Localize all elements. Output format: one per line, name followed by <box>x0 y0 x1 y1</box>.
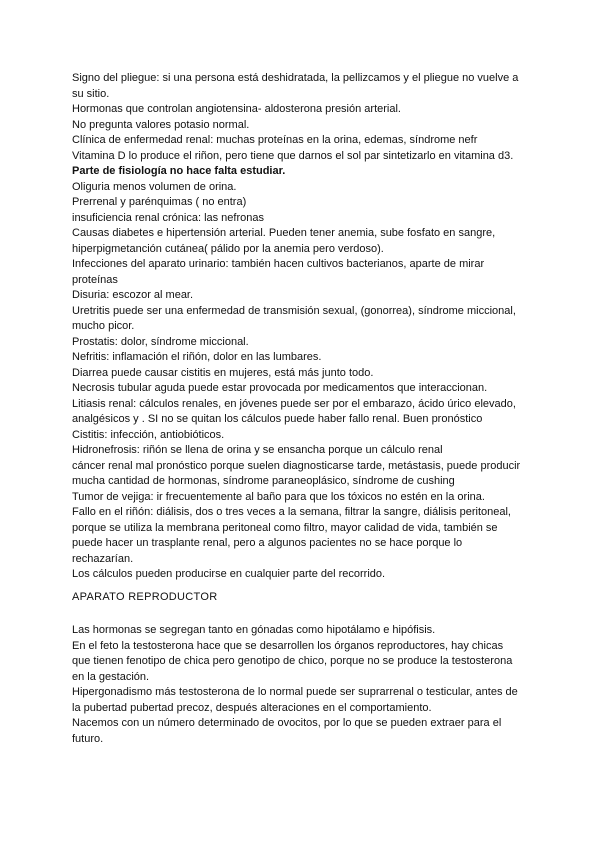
text-line: hiperpigmetanción cutánea( pálido por la anemia pero verdoso). <box>72 242 384 255</box>
text-line: que tienen fenotipo de chica pero genotipo de chico, porque no se produce la testosterona <box>72 655 513 667</box>
section-heading-aparato-reproductor: APARATO REPRODUCTOR <box>72 590 218 603</box>
text-line: Hormonas que controlan angiotensina- aldosterona presión arterial. <box>72 103 401 115</box>
text-line: Hidronefrosis: riñón se llena de orina y se ensancha porque un cálculo renal <box>72 444 443 456</box>
text-line: Nefritis: inflamación el riñón, dolor en las lumbares. <box>72 351 322 363</box>
text-line: futuro. <box>72 732 104 745</box>
text-line: cáncer renal mal pronóstico porque suelen diagnosticarse tarde, metástasis, puede producir <box>72 459 521 472</box>
text-line: Las hormonas se segregan tanto en gónadas como hipotálamo e hipófisis. <box>72 624 436 636</box>
text-line: En el feto la testosterona hace que se desarrollen los órganos reproductores, hay chicas <box>72 639 504 652</box>
text-line: Causas diabetes e hipertensión arterial. Pueden tener anemia, sube fosfato en sangre, <box>72 227 496 239</box>
text-line: Signo del pliegue: si una persona está deshidratada, la pellizcamos y el pliegue no vuelve a <box>72 72 519 84</box>
text-line: Hipergonadismo más testosterona de lo normal puede ser suprarrenal o testicular, antes de <box>72 686 518 698</box>
text-line: mucha cantidad de hormonas, síndrome paraneoplásico, síndrome de cushing <box>72 475 455 487</box>
text-line: Cistitis: infección, antiobióticos. <box>72 428 225 441</box>
text-line: Necrosis tubular aguda puede estar provocada por medicamentos que interaccionan. <box>72 382 488 394</box>
text-line: proteínas <box>72 273 118 286</box>
text-line: Infecciones del aparato urinario: también hacen cultivos bacterianos, aparte de mirar <box>72 258 485 270</box>
text-line: porque se utiliza la membrana peritoneal como filtro, mayor calidad de vida, también se <box>72 521 498 534</box>
text-line: Oliguria menos volumen de orina. <box>72 180 237 193</box>
text-line: insuficiencia renal crónica: las nefronas <box>72 211 264 224</box>
text-line: Uretritis puede ser una enfermedad de transmisión sexual, (gonorrea), síndrome miccional, <box>72 304 516 317</box>
text-line: analgésicos y . SI no se quitan los cálculos puede haber fallo renal. Buen pronóstico <box>72 413 483 425</box>
text-line: Tumor de vejiga: ir frecuentemente al baño para que los tóxicos no estén en la orina. <box>72 490 485 503</box>
text-line: No pregunta valores potasio normal. <box>72 118 250 131</box>
text-line: Prerrenal y parénquimas ( no entra) <box>72 196 247 208</box>
bold-text-line: Parte de fisiología no hace falta estudiar. <box>72 165 286 177</box>
text-line: mucho picor. <box>72 320 135 332</box>
text-line: Fallo en el riñón: diálisis, dos o tres veces a la semana, filtrar la sangre, diálisis peritoneal, <box>72 506 511 518</box>
text-line: Clínica de enfermedad renal: muchas proteínas en la orina, edemas, síndrome nefr <box>72 134 478 146</box>
text-line: Los cálculos pueden producirse en cualquier parte del recorrido. <box>72 568 386 580</box>
text-line: Diarrea puede causar cistitis en mujeres, está más junto todo. <box>72 366 374 379</box>
text-line: Vitamina D lo produce el riñon, pero tiene que darnos el sol par sintetizarlo en vitamina d3. <box>72 149 514 162</box>
section-reproductor-notes <box>72 623 538 747</box>
text-line: en la gestación. <box>72 670 150 683</box>
text-line: puede hacer un trasplante renal, pero a algunos pacientes no se hace porque lo <box>72 537 463 549</box>
text-line: Nacemos con un número determinado de ovocitos, por lo que se pueden extraer para el <box>72 717 502 729</box>
section-renal-notes <box>72 71 538 583</box>
text-line: la pubertad pubertad precoz, después alteraciones en el comportamiento. <box>72 701 432 714</box>
spacer <box>72 583 538 590</box>
text-line: Disuria: escozor al mear. <box>72 289 194 301</box>
text-line: su sitio. <box>72 87 110 100</box>
text-line: rechazarían. <box>72 552 134 565</box>
spacer <box>72 605 538 623</box>
text-line: Litiasis renal: cálculos renales, en jóvenes puede ser por el embarazo, ácido úrico elevado, <box>72 397 516 410</box>
text-line: Prostatis: dolor, síndrome miccional. <box>72 335 249 348</box>
